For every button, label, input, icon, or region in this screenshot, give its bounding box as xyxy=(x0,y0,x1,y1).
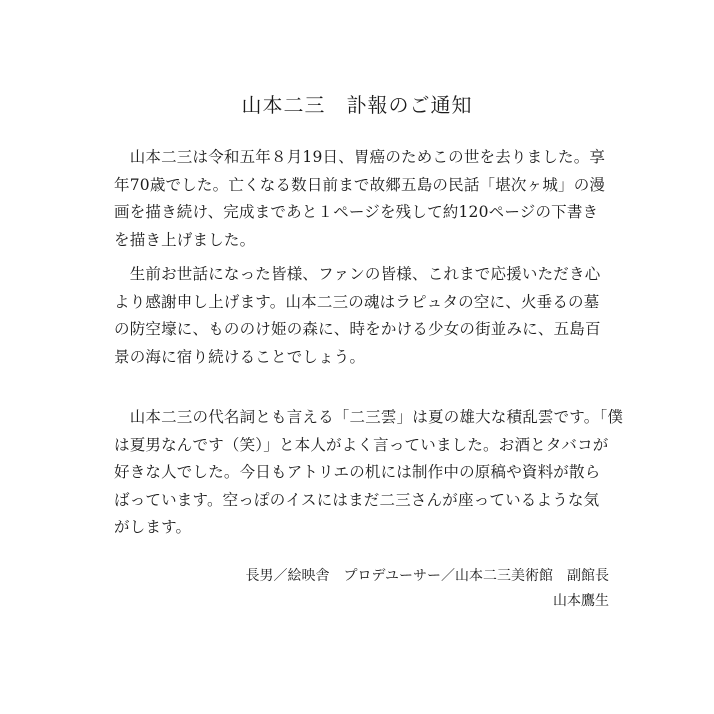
paragraph-line: 年70歳でした。亡くなる数日前まで故郷五島の民話「堪次ヶ城」の漫 xyxy=(114,175,606,194)
paragraph-line: 好きな人でした。今日もアトリエの机には制作中の原稿や資料が散ら xyxy=(114,463,601,481)
paragraph-line: 山本二三は令和五年８月19日、胃癌のためこの世を去りました。享 xyxy=(114,148,606,166)
paragraph-line: の防空壕に、もののけ姫の森に、時をかける少女の街並みに、五島百 xyxy=(114,320,601,338)
paragraph-line: 景の海に宿り続けることでしょう。 xyxy=(114,347,366,366)
paragraph-line: は夏男なんです（笑）」と本人がよく言っていました。お酒とタバコが xyxy=(114,435,609,454)
signature-block xyxy=(246,564,609,614)
paragraph-line: より感謝申し上げます。山本二三の魂はラピュタの空に、火垂るの墓 xyxy=(114,292,600,311)
signature-name: 山本鷹生 xyxy=(553,593,609,609)
paragraph-line: ばっています。空っぽのイスにはまだ二三さんが座っているような気 xyxy=(114,490,600,509)
paragraph-line: 山本二三の代名詞とも言える「二三雲」は夏の雄大な積乱雲です。「僕 xyxy=(114,408,624,426)
paragraph-line: 生前お世話になった皆様、ファンの皆様、これまで応援いただき心 xyxy=(114,265,601,283)
paragraph-memories xyxy=(114,404,624,542)
signature-role: 長男／絵映舎 プロデユーサー／山本二三美術館 副館長 xyxy=(245,568,609,584)
notice-title: 山本二三 訃報のご通知 xyxy=(241,93,473,117)
paragraph-line: がします。 xyxy=(114,518,192,536)
paragraph-announcement xyxy=(114,144,614,254)
paragraph-line: を描き上げました。 xyxy=(114,230,256,249)
paragraph-thanks xyxy=(114,261,614,371)
paragraph-line: 画を描き続け、完成まであと１ページを残して約120ページの下書き xyxy=(114,203,599,221)
